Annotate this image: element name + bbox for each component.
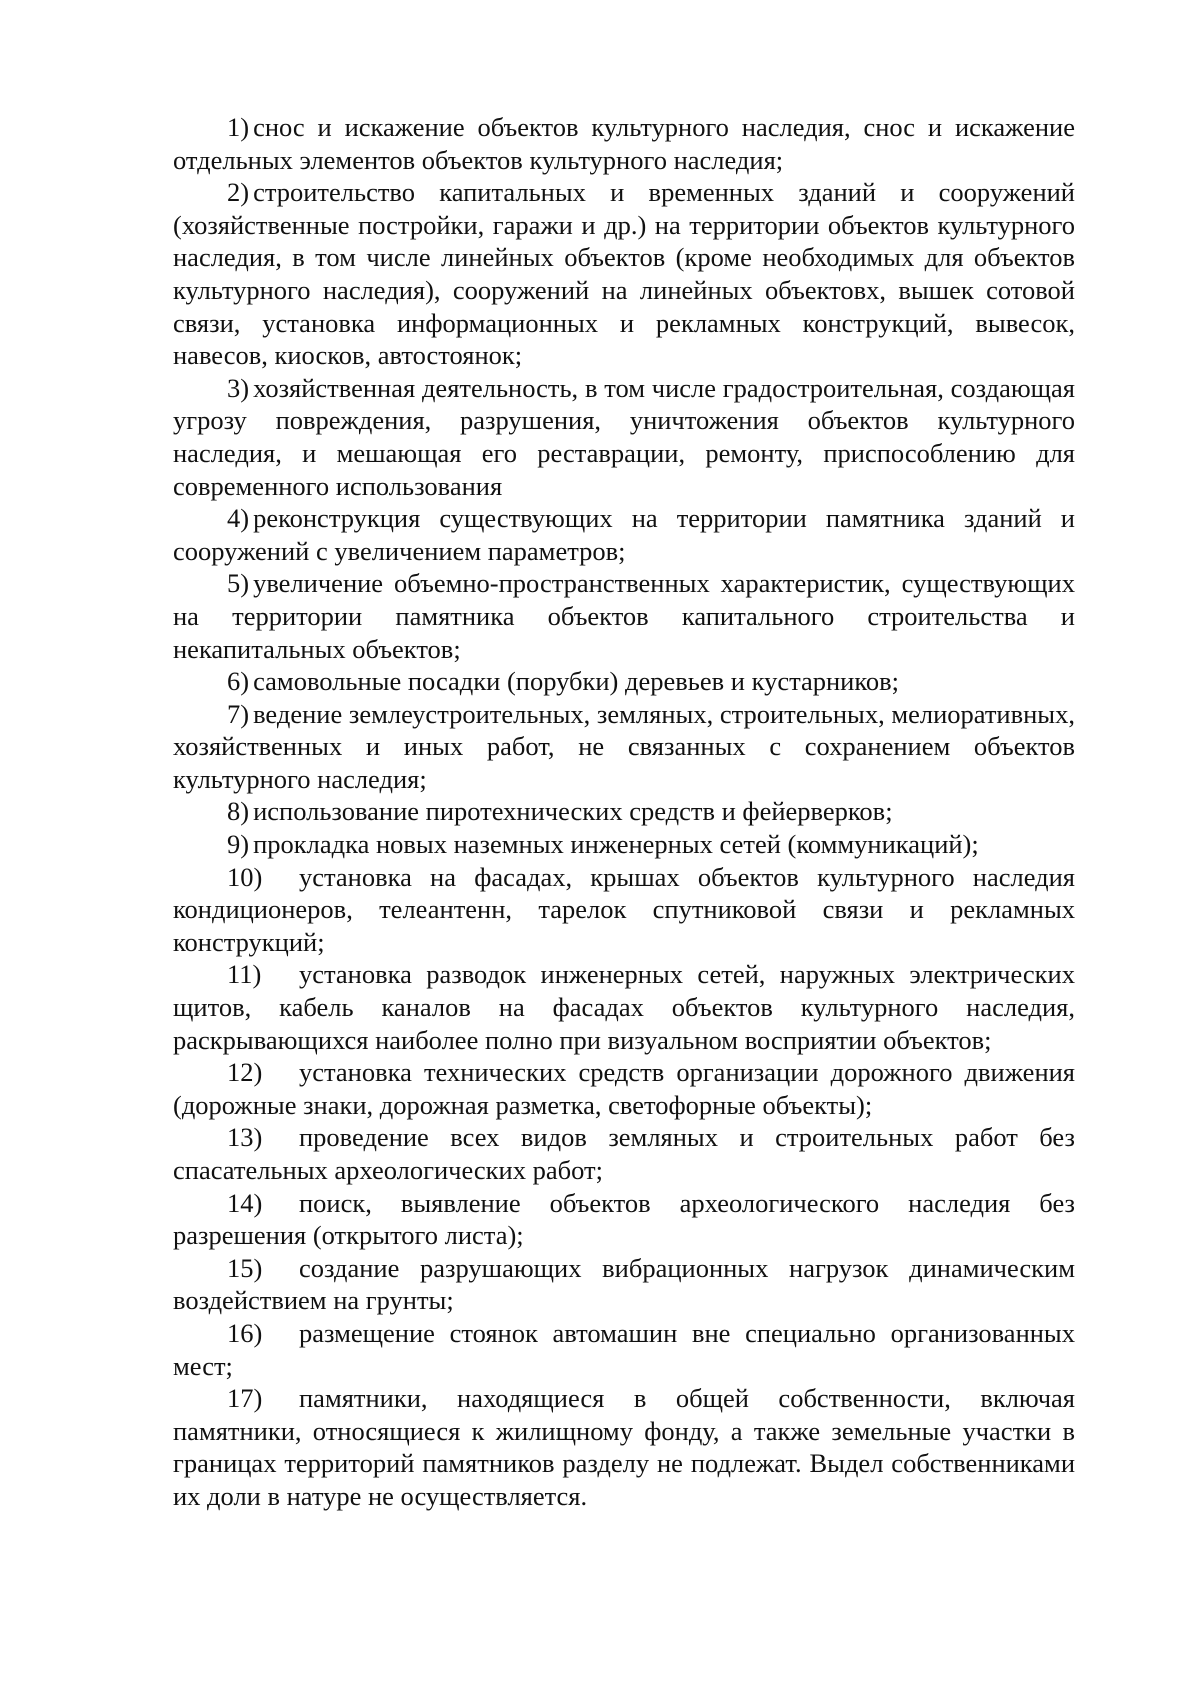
item-number: 1) xyxy=(227,112,250,142)
item-number: 3) xyxy=(227,372,250,403)
item-number: 14) xyxy=(227,1187,263,1218)
list-item-8 xyxy=(173,795,1075,828)
item-number: 13) xyxy=(227,1122,263,1153)
list-item-7 xyxy=(173,698,1075,796)
list-item-16 xyxy=(173,1317,1075,1382)
item-number: 4) xyxy=(227,503,250,534)
list-item-17 xyxy=(173,1382,1075,1512)
item-number: 2) xyxy=(227,177,250,208)
item-number: 17) xyxy=(227,1383,263,1414)
list-item-4 xyxy=(173,502,1075,567)
list-item-13 xyxy=(173,1121,1075,1186)
item-number: 6) xyxy=(227,666,250,697)
list-item-11 xyxy=(173,958,1075,1056)
item-text: памятники, находящиеся в общей собственности, включая памятники, относящиеся к жилищному фонду, а также земельные участки в границах территорий памятников разделу не подлежат. Выдел собственниками их доли в натуре не осуществляется. xyxy=(173,1383,1075,1511)
item-number: 16) xyxy=(227,1317,263,1348)
list-item-3 xyxy=(173,372,1075,502)
item-number: 10) xyxy=(227,861,263,892)
item-number: 11) xyxy=(227,959,262,990)
item-text: установка разводок инженерных сетей, наружных электрических щитов, кабель каналов на фасадах объектов культурного наследия, раскрывающихся наиболее полно при визуальном восприятии объектов; xyxy=(173,959,1075,1055)
restrictions-list xyxy=(173,111,1075,1513)
item-text: прокладка новых наземных инженерных сетей (коммуникаций); xyxy=(253,829,979,860)
list-item-5 xyxy=(173,567,1075,665)
item-text: размещение стоянок автомашин вне специально организованных мест; xyxy=(173,1317,1075,1381)
item-text: создание разрушающих вибрационных нагрузок динамическим воздействием на грунты; xyxy=(173,1252,1075,1316)
list-item-14 xyxy=(173,1187,1075,1252)
list-item-12 xyxy=(173,1056,1075,1121)
item-text: строительство капитальных и временных зданий и сооружений (хозяйственные постройки, гаражи и др.) на территории объектов культурного наследия, в том числе линейных объектов (кроме необходимых для объектов культурного наследия), сооружений на линейных объектовх, вышек сотовой связи, установка информационных и рекламных конструкций, вывесок, навесов, киосков, автостоянок; xyxy=(173,177,1075,371)
list-item-1 xyxy=(173,111,1075,176)
list-item-15 xyxy=(173,1252,1075,1317)
item-text: самовольные посадки (порубки) деревьев и кустарников; xyxy=(253,666,900,697)
item-number: 5) xyxy=(227,568,250,599)
item-number: 9) xyxy=(227,829,250,860)
item-text: установка на фасадах, крышах объектов культурного наследия кондиционеров, телеантенн, тарелок спутниковой связи и рекламных конструкций; xyxy=(173,861,1075,957)
list-item-6 xyxy=(173,665,1075,698)
item-number: 12) xyxy=(227,1057,263,1088)
item-text: ведение землеустроительных, земляных, строительных, мелиоративных, хозяйственных и иных работ, не связанных с сохранением объектов культурного наследия; xyxy=(173,698,1075,794)
item-number: 15) xyxy=(227,1252,263,1283)
item-text: поиск, выявление объектов археологического наследия без разрешения (открытого листа); xyxy=(173,1187,1075,1251)
list-item-2 xyxy=(173,176,1075,372)
item-text: реконструкция существующих на территории памятника зданий и сооружений с увеличением параметров; xyxy=(173,503,1075,566)
item-text: проведение всех видов земляных и строительных работ без спасательных археологических работ; xyxy=(173,1122,1075,1185)
item-text: хозяйственная деятельность, в том числе градостроительная, создающая угрозу повреждения, разрушения, уничтожения объектов культурного наследия, и мешающая его реставрации, ремонту, приспособлению для современного использования xyxy=(173,372,1075,501)
item-number: 8) xyxy=(227,796,250,827)
item-text: снос и искажение объектов культурного наследия, снос и искажение отдельных элементов объектов культурного наследия; xyxy=(173,112,1075,175)
list-item-10 xyxy=(173,861,1075,959)
item-text: использование пиротехнических средств и фейерверков; xyxy=(253,796,893,827)
item-number: 7) xyxy=(227,698,250,729)
list-item-9 xyxy=(173,828,1075,861)
item-text: увеличение объемно-пространственных характеристик, существующих на территории памятника объектов капитального строительства и некапитальных объектов; xyxy=(173,568,1075,664)
item-text: установка технических средств организации дорожного движения (дорожные знаки, дорожная разметка, светофорные объекты); xyxy=(173,1057,1075,1120)
